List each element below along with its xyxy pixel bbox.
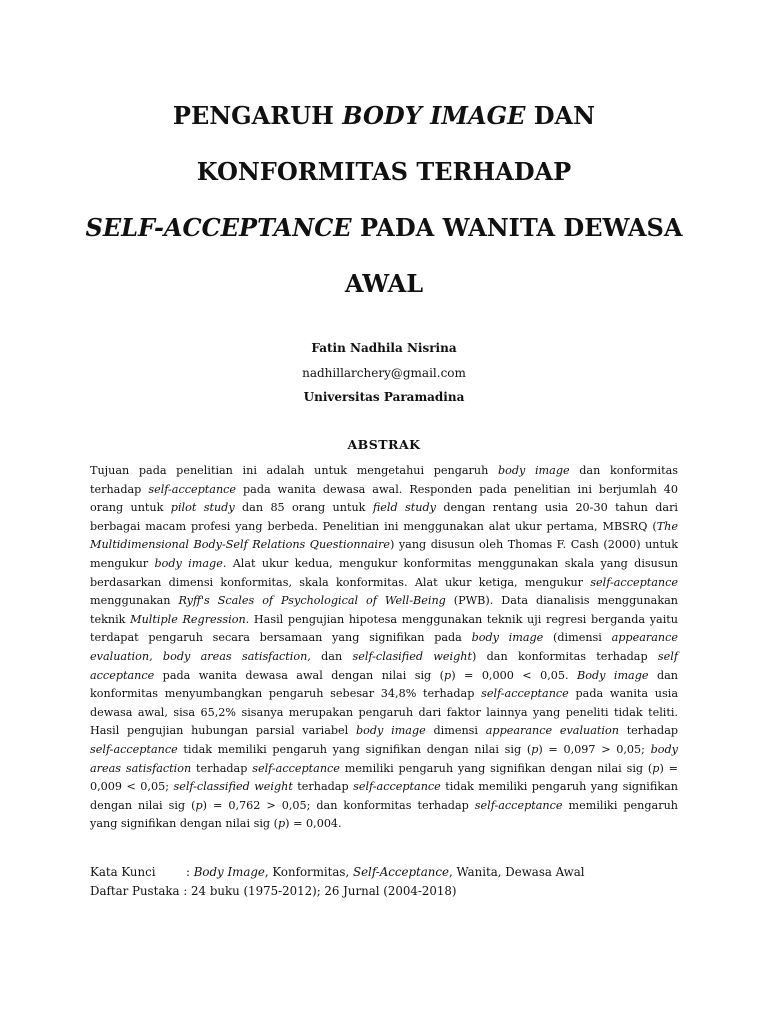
title-text: PENGARUH bbox=[172, 101, 343, 130]
abstract-line bbox=[90, 536, 678, 555]
keywords-label: Kata Kunci bbox=[90, 865, 156, 879]
abstract-text: dan 85 orang untuk bbox=[234, 501, 373, 515]
keywords-row bbox=[90, 863, 678, 882]
abstract-text: Hasil pengujian hubungan parsial variabel bbox=[90, 724, 356, 738]
author-block bbox=[0, 336, 768, 410]
title-line-3 bbox=[60, 200, 708, 256]
title-line-4: AWAL bbox=[344, 269, 424, 298]
abstract-italic-text: self-acceptance bbox=[90, 742, 178, 756]
abstract-italic-text: self-acceptance bbox=[148, 482, 237, 496]
abstract-italic-text: self-acceptance bbox=[474, 798, 563, 812]
title-line-1 bbox=[60, 88, 708, 144]
abstract-italic-text: appearance bbox=[611, 631, 678, 645]
abstract-text: dan bbox=[648, 668, 678, 682]
abstract-line bbox=[90, 499, 678, 518]
abstract-text: . Alat ukur kedua, mengukur konformitas menggunakan skala yang disusun bbox=[222, 556, 678, 570]
abstract-italic-text: p bbox=[278, 817, 286, 831]
abstract-text: ) = 0,000 < 0,05. bbox=[451, 668, 577, 682]
abstract-line bbox=[90, 685, 678, 704]
abstract-italic-text: self-clasified weight bbox=[352, 649, 472, 663]
abstract-text: terdapat pengaruh secara bersamaan yang signifikan pada bbox=[90, 631, 472, 645]
abstract-text: orang untuk bbox=[90, 501, 171, 515]
abstract-text: ) dan konformitas terhadap bbox=[471, 649, 658, 663]
abstract-text: dewasa awal, sisa 65,2% sisanya merupakan pengaruh dari faktor lainnya yang peneliti tidak teliti. bbox=[90, 705, 678, 719]
abstract-text: memiliki pengaruh bbox=[562, 798, 678, 812]
abstract-italic-text: appearance evaluation bbox=[485, 724, 619, 738]
abstract-italic-text: body image bbox=[471, 631, 544, 645]
abstract-text: dimensi bbox=[425, 724, 486, 738]
abstract-italic-text: acceptance bbox=[90, 668, 155, 682]
abstract-italic-text: self-acceptance bbox=[353, 780, 441, 794]
title-line-2: KONFORMITAS TERHADAP bbox=[196, 157, 572, 186]
abstract-text: tidak memiliki pengaruh yang signifikan dengan nilai sig ( bbox=[177, 742, 532, 756]
abstract-text: ) = 0,762 > 0,05; dan konformitas terhadap bbox=[202, 798, 475, 812]
abstract-line bbox=[90, 704, 678, 723]
abstract-text: dan bbox=[310, 649, 353, 663]
abstract-text: dengan nilai sig ( bbox=[90, 798, 196, 812]
abstract-italic-text: self-acceptance bbox=[481, 687, 569, 701]
abstract-italic-text: self-acceptance bbox=[590, 575, 678, 589]
abstract-italic-text: body bbox=[650, 742, 678, 756]
abstract-text: ) = bbox=[659, 761, 679, 775]
abstract-text: berdasarkan dimensi konformitas, skala konformitas. Alat ukur ketiga, mengukur bbox=[90, 575, 591, 589]
abstract-line bbox=[90, 518, 678, 537]
abstract-italic-text: self bbox=[657, 649, 679, 663]
abstract-text: ) = 0,004. bbox=[285, 817, 342, 831]
abstract-text: tidak memiliki pengaruh yang signifikan bbox=[440, 780, 678, 794]
abstract-italic-text: body image bbox=[497, 464, 570, 477]
abstract-italic-text: Ryff's Scales of Psychological of Well-Being bbox=[178, 594, 446, 608]
abstract-italic-text: Multidimensional Body-Self Relations Questionnaire bbox=[90, 538, 390, 552]
keyword-italic-text: Body Image bbox=[193, 865, 265, 879]
abstract-text: teknik bbox=[90, 612, 131, 626]
abstract-body bbox=[90, 462, 678, 834]
abstract-text: pada wanita usia bbox=[568, 687, 678, 701]
abstract-text: yang signifikan dengan nilai sig ( bbox=[90, 817, 278, 831]
abstract-text: 0,009 < 0,05; bbox=[90, 780, 174, 794]
abstract-line bbox=[90, 815, 678, 834]
abstract-italic-text: pilot study bbox=[170, 501, 235, 515]
abstract-italic-text: self-acceptance bbox=[252, 761, 340, 775]
references-row bbox=[90, 882, 678, 901]
abstract-italic-text: self-classified weight bbox=[173, 780, 293, 794]
abstract-italic-text: p bbox=[195, 798, 203, 812]
abstract-text: terhadap bbox=[90, 482, 149, 496]
abstract-text: mengukur bbox=[90, 556, 155, 570]
abstract-text: (dimensi bbox=[543, 631, 612, 645]
abstract-italic-text: field study bbox=[372, 501, 436, 515]
author-institution: Universitas Paramadina bbox=[303, 390, 465, 404]
abstract-heading: ABSTRAK bbox=[347, 437, 421, 452]
abstract-line bbox=[90, 667, 678, 686]
abstract-text: . Hasil pengujian hipotesa menggunakan teknik uji regresi berganda yaitu bbox=[245, 612, 679, 626]
title-text: PADA WANITA DEWASA bbox=[351, 213, 683, 242]
abstract-italic-text: The bbox=[656, 519, 678, 533]
abstract-text: ) yang disusun oleh Thomas F. Cash (2000) untuk bbox=[389, 538, 678, 552]
title-italic-text: SELF-ACCEPTANCE bbox=[85, 213, 352, 242]
abstract-italic-text: body image bbox=[356, 724, 426, 738]
abstract-text: konformitas menyumbangkan pengaruh sebesar 34,8% terhadap bbox=[90, 687, 482, 701]
abstract-line bbox=[90, 760, 678, 779]
abstract-italic-text: evaluation, body areas satisfaction, bbox=[90, 649, 311, 663]
abstract-line bbox=[90, 592, 678, 611]
keyword-text: : bbox=[186, 865, 194, 879]
abstract-text: pada wanita dewasa awal dengan nilai sig ( bbox=[154, 668, 445, 682]
abstract-line bbox=[90, 722, 678, 741]
abstract-line bbox=[90, 462, 678, 481]
abstract-text: Tujuan pada penelitian ini adalah untuk mengetahui pengaruh bbox=[90, 464, 498, 477]
abstract-italic-text: p bbox=[531, 742, 539, 756]
abstract-line bbox=[90, 648, 678, 667]
abstract-italic-text: body image bbox=[154, 556, 223, 570]
abstract-text: pada wanita dewasa awal. Responden pada penelitian ini berjumlah 40 bbox=[236, 482, 679, 496]
abstract-text: berbagai macam profesi yang berbeda. Penelitian ini menggunakan alat ukur pertama, MBSRQ ( bbox=[90, 519, 657, 533]
title-text: DAN bbox=[525, 101, 596, 130]
abstract-line bbox=[90, 481, 678, 500]
title-italic-text: BODY IMAGE bbox=[342, 101, 526, 130]
keywords-value bbox=[186, 865, 585, 879]
author-name: Fatin Nadhila Nisrina bbox=[311, 341, 457, 355]
abstract-italic-text: p bbox=[444, 668, 452, 682]
abstract-line bbox=[90, 797, 678, 816]
keyword-text: , Wanita, Dewasa Awal bbox=[448, 865, 585, 879]
abstract-line bbox=[90, 555, 678, 574]
abstract-italic-text: Multiple Regression bbox=[130, 612, 246, 626]
abstract-text: dan konformitas bbox=[569, 464, 678, 477]
keyword-text: , Konformitas, bbox=[264, 865, 353, 879]
abstract-line bbox=[90, 741, 678, 760]
abstract-italic-text: areas satisfaction bbox=[90, 761, 192, 775]
abstract-line bbox=[90, 574, 678, 593]
abstract-text: menggunakan bbox=[90, 594, 179, 608]
abstract-text: terhadap bbox=[191, 761, 253, 775]
abstract-line bbox=[90, 611, 678, 630]
abstract-italic-text: Body image bbox=[577, 668, 649, 682]
references-value: : 24 buku (1975-2012); 26 Jurnal (2004-2018) bbox=[183, 884, 457, 898]
keywords-block bbox=[90, 863, 678, 901]
references-label: Daftar Pustaka bbox=[90, 884, 180, 898]
abstract-text: (PWB). Data dianalisis menggunakan bbox=[445, 594, 678, 608]
paper-title bbox=[60, 88, 708, 312]
abstract-line bbox=[90, 629, 678, 648]
abstract-text: terhadap bbox=[618, 724, 679, 738]
abstract-text: terhadap bbox=[292, 780, 354, 794]
keyword-italic-text: Self-Acceptance bbox=[352, 865, 449, 879]
author-email: nadhillarchery@gmail.com bbox=[302, 365, 466, 380]
abstract-text: memiliki pengaruh yang signifikan dengan nilai sig ( bbox=[339, 761, 653, 775]
abstract-text: dengan rentang usia 20-30 tahun dari bbox=[435, 501, 678, 515]
abstract-italic-text: p bbox=[652, 761, 660, 775]
abstract-line bbox=[90, 778, 678, 797]
abstract-text: ) = 0,097 > 0,05; bbox=[538, 742, 651, 756]
